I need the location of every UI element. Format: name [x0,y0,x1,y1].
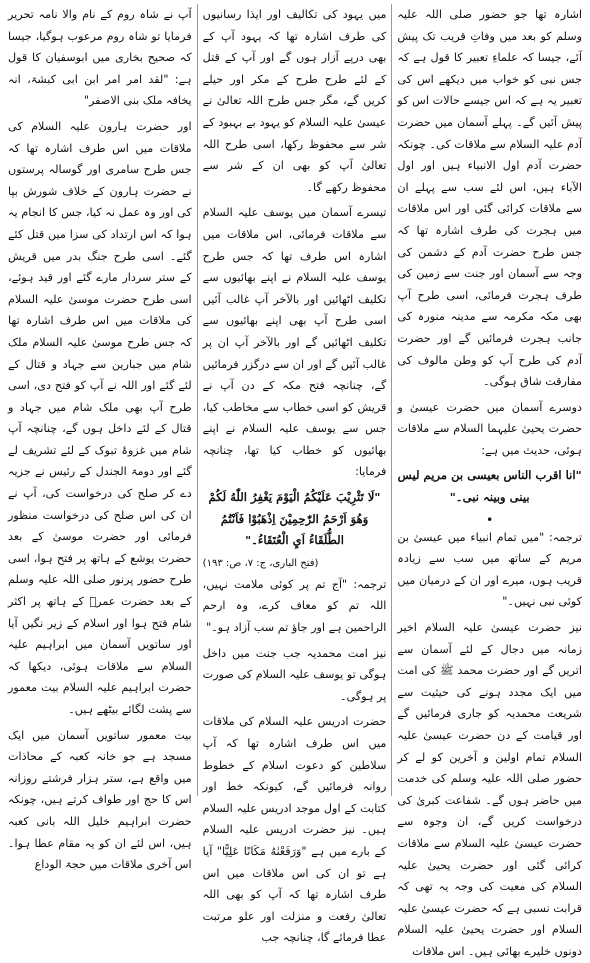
paragraph: حضرت ادریس علیہ السلام کی ملاقات میں اس طرف اشارہ تھا کہ آپ سلاطین کو دعوت اسلام کے خطوط روانہ فرمائیں گے، کیونکہ خط اور کتابت کے اول موجد ادریس علیہ السلام ہیں۔ نیز حضرت ادریس علیہ السلام کے بارے میں ہے "وَرَفَعْنٰهُ مَكَانًا عَلِيًّا" آیا ہے تو ان کی اس ملاقات میں اس طرف اشارہ تھا کہ آپ کو بھی اللہ تعالیٰ رفعت و منزلت اور علو مرتبت عطا فرمائے گا، چنانچہ جب [202,715,387,945]
arabic-quote: "انا اقرب الناس بعیسی بن مریم لیس بینی وبینہ نبی۔" [397,468,582,505]
column-right [392,4,587,958]
arabic-quote: "لَا تَثْرِيْبَ عَلَيْكُمُ الْيَوْمَ يَغْفِرُ اللّٰهُ لَكُمْ وَهُوَ اَرْحَمُ الرّٰحِمِيْنَ اِذْهَبُوْا فَاَنْتُمُ الطُّلَقَاءُ اَيِ الْعُتَقَاءُ۔" [208,490,381,548]
paragraph: میں یہود کی تکالیف اور ایذا رسانیوں کی طرف اشارہ تھا کہ یہود آپ کے بھی درپے آزار ہوں گے اور آپ کے قتل کے لئے طرح طرح کے مکر اور حیلے کریں گے، مگر جس طرح اللہ تعالیٰ نے عیسیٰ علیہ السلام کو یہود بے بہبود کے شر سے محفوظ رکھا، اسی طرح اللہ تعالیٰ آپ کو بھی ان کے شر سے محفوظ رکھے گا۔ [202,8,387,194]
paragraph: دوسرے آسمان میں حضرت عیسیٰ و حضرت یحییٰ علیہما السلام سے ملاقات ہوئی، حدیث میں ہے: [397,400,582,457]
paragraph: اور حضرت ہارون علیہ السلام کی ملاقات میں اس طرف اشارہ تھا کہ جس طرح سامری اور گوسالہ پرستوں نے حضرت ہارون کے خلاف شورش بپا کی اور وہ عمل نہ کیا، جس کا انجام یہ ہوا کہ اس ارتداد کی سزا میں قتل کئے گئے۔ اسی طرح جنگ بدر میں قریش کے ستر سردار مارے گئے اور قید ہوئے، اسی طرح حضرت موسیٰ علیہ السلام کی ملاقات میں اس طرف اشارہ تھا کہ جس طرح موسیٰ علیہ السلام ملک شام میں جبارین سے جہاد و قتال کے لئے گئے اور اللہ نے آپ کو فتح دی، اسی طرح آپ بھی ملک شام میں جہاد و قتال کے لئے داخل ہوں گے، چنانچہ آپ شام میں غزوۂ تبوک کے لئے تشریف لے گئے اور دومۃ الجندل کے رئیس نے جزیہ دے کر صلح کی درخواست کی، آپ نے ان کی اس صلح کی درخواست منظور فرمائی اور حضرت موسیٰ کے بعد حضرت یوشع کے ہاتھ پر فتح ہوا، اسی طرح حضور پرنور صلی اللہ علیہ وسلم کے بعد حضرت عمرؓ کے ہاتھ پر اکثر شام فتح ہوا اور اسلام کے زیر نگیں آیا اور ساتویں آسمان میں ابراہیم علیہ السلام سے ملاقات ہوئی، دیکھا کہ حضرت ابراہیم علیہ السلام بیت معمور سے پشت لگائے بیٹھے ہیں۔ [8,119,192,716]
paragraph: تیسرے آسمان میں یوسف علیہ السلام سے ملاقات فرمائی، اس ملاقات میں اشارہ اس طرف تھا کہ جس طرح یوسف علیہ السلام نے اپنے بھائیوں سے تکلیف اٹھائیں اور بالآخر آپ غالب آئیں اسی طرح آپ بھی اپنے بھائیوں سے تکلیف اٹھائیں گے اور بالآخر آپ ان پر غالب آئیں گے اور ان سے درگزر فرمائیں گے، چنانچہ فتح مکہ کے دن آپ نے قریش کو اسی خطاب سے مخاطب کیا، جس سے یوسف علیہ السلام نے اپنے بھائیوں کو خطاب کیا تھا، چنانچہ فرمایا: [202,206,387,479]
paragraph: اشارہ تھا جو حضور صلی اللہ علیہ وسلم کو بعد میں وفاتِ قریب تک پیش آئے، جیسا کہ علماءِ تعبیر کا قول ہے کہ جس نبی کو خواب میں دیکھے اس کی تعبیر یہ ہے کہ اس جیسے حالات اس کو پیش آئیں گے۔ پہلے آسمان میں حضرت آدم علیہ السلام سے ملاقات کی۔ چونکہ حضرت آدم اول الانبیاء ہیں اور اول الآباء ہیں، اس لئے سب سے پہلے ان سے ملاقات کرائی گئی اور اس ملاقات میں ہجرت کی طرف اشارہ تھا کہ جس طرح حضرت آدم کے دشمن کی وجہ سے آسمان اور جنت سے زمین کی طرف ہجرت فرمائی، اسی طرح آپ بھی مکہ مکرمہ سے مدینہ منورہ کی جانب ہجرت فرمائیں گے اور حضرت آدم کی طرح آپ کو وطن مالوف کی مفارقت شاق ہوگی۔ [397,8,582,389]
paragraph: نیز امت محمدیہ جب جنت میں داخل ہوگی تو یوسف علیہ السلام کی صورت پر ہوگی۔ [202,646,387,703]
bullet-mark: • [486,512,494,527]
text-columns [3,4,587,958]
column-left [3,4,198,872]
citation: (فتح الباری، ج: ۷، ص: ۱۹۳) [202,557,319,569]
paragraph: بیت معمور ساتویں آسمان میں ایک مسجد ہے جو خانہ کعبہ کے محاذات میں واقع ہے، ستر ہزار فرشتے روزانہ اس کا حج اور طواف کرتے ہیں، چونکہ حضرت ابراہیم خلیل اللہ بانی کعبہ ہیں، اس لئے ان کو یہ مقام عطا ہوا۔ اس آخری ملاقات میں حجۃ الوداع [8,728,192,872]
paragraph: ترجمہ: "آج تم پر کوئی ملامت نہیں، اللہ تم کو معاف کرے، وہ ارحم الراحمین ہے اور جاؤ تم سب آزاد ہو۔" [202,577,387,635]
column-middle [198,4,393,945]
paragraph: نیز حضرت عیسیٰ علیہ السلام اخیر زمانہ میں دجال کے لئے آسمان سے اتریں گے اور حضرت محمد ﷺ کی امت میں ایک مجدد ہونے کی حیثیت سے شریعت محمدیہ کو جاری فرمائیں گے اور قیامت کے دن حضرت عیسیٰ علیہ السلام تمام اولین و آخرین کو لے کر حضور صلی اللہ علیہ وسلم کی خدمت میں حاضر ہوں گے۔ شفاعت کبریٰ کی درخواست کریں گے، ان وجوہ سے حضرت عیسیٰ علیہ السلام سے ملاقات کرائی گئی اور حضرت یحییٰ علیہ السلام کی معیت کی وجہ یہ تھی کہ قرابت نسبی ہے کہ حضرت عیسیٰ علیہ السلام اور حضرت یحییٰ علیہ السلام دونوں خلیرے بھائی ہیں۔ اس ملاقات [397,621,582,958]
paragraph: ترجمہ: "میں تمام انبیاء میں عیسیٰ بن مریم کے ساتھ میں سب سے زیادہ قریب ہوں، میرے اور ان کے درمیان میں کوئی نبی نہیں۔" [397,530,582,609]
paragraph: آپ نے شاہ روم کے نام والا نامہ تحریر فرمایا تو شاہ روم مرعوب ہوگیا، جیسا کہ صحیح بخاری میں ابوسفیان کا قول ہے: "لقد امر امر ابن ابی کبشۃ، انہ یخافہ ملک بنی الاصفر" [8,8,192,108]
